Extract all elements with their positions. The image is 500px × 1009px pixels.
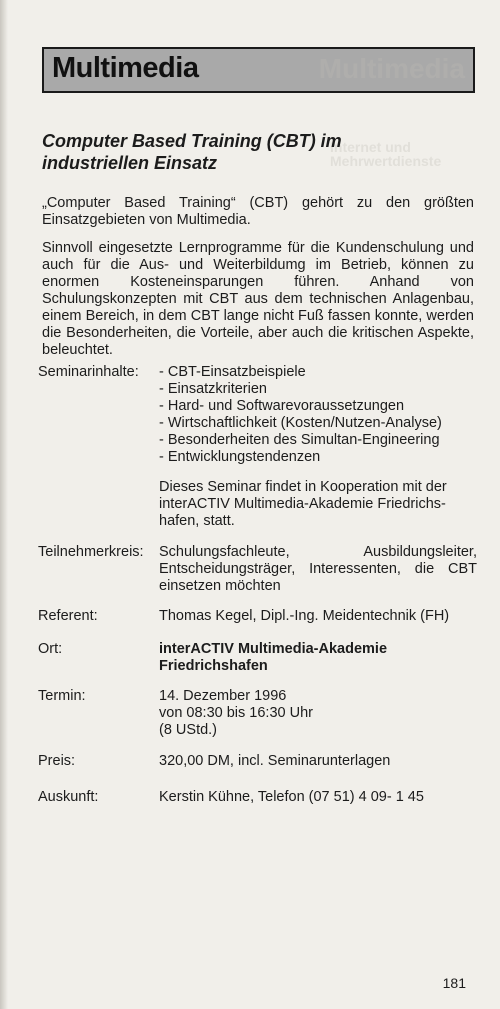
teilnehmerkreis-label: Teilnehmerkreis: [38, 544, 144, 560]
preis-label: Preis: [38, 753, 76, 769]
termin-value [159, 688, 477, 739]
referent-label: Referent: [38, 608, 98, 624]
seminarinhalte-label: Seminarinhalte: [38, 364, 139, 380]
cooperation-note: Dieses Seminar findet in Kooperation mit der interACTIV Multimedia-Akademie Friedrichs-hafen, statt. [159, 479, 447, 529]
teilnehmerkreis-row [38, 544, 478, 596]
referent-value: Thomas Kegel, Dipl.-Ing. Meidentechnik (FH) [159, 608, 450, 624]
list-item: - Hard- und Softwarevoraussetzungen [159, 398, 477, 415]
page-number: 181 [442, 975, 466, 991]
page-binding-edge [0, 0, 8, 1009]
bleed-through-text: Multimedia [318, 53, 465, 84]
list-item: - Besonderheiten des Simultan-Engineering [159, 432, 477, 449]
list-item: - Einsatzkriterien [159, 381, 477, 398]
list-item: - Wirtschaftlichkeit (Kosten/Nutzen-Analyse) [159, 415, 477, 432]
referent-row [38, 608, 478, 628]
seminarinhalte-row [38, 364, 478, 464]
termin-line: (8 UStd.) [159, 722, 218, 738]
ort-value [159, 641, 477, 675]
ort-row [38, 641, 478, 677]
auskunft-value: Kerstin Kühne, Telefon (07 51) 4 09- 1 45 [159, 789, 424, 805]
bleed-through-block: Internet und Mehrwertdienste [330, 139, 442, 169]
seminarinhalte-list [159, 364, 477, 466]
list-item: - Entwicklungstendenzen [159, 449, 477, 466]
ort-label: Ort: [38, 641, 63, 657]
list-item: - CBT-Einsatzbeispiele [159, 364, 477, 381]
preis-value: 320,00 DM, incl. Seminarunterlagen [159, 753, 391, 769]
ort-line: Friedrichshafen [159, 658, 268, 674]
teilnehmerkreis-value: Schulungsfachleute, Ausbildungsleiter, Entscheidungsträger, Interessenten, die CBT einsetzen möchten [159, 544, 477, 594]
section-title: Multimedia [52, 52, 199, 84]
section-header [42, 47, 475, 93]
description-paragraph: Sinnvoll eingesetzte Lernprogramme für die Kundenschulung und auch für die Aus- und Weiterbildumg im Betrieb, können zu enormen Kosteneinsparungen führen. Anhand von Schulungskonzepten mit CBT aus dem technischen Anlagenbau, einem Bereich, in dem CBT lange nicht Fuß fassen konnte, werden die Besonderheiten, die Vorteile, aber auch die kritischen Aspekte, beleuchtet. [42, 240, 474, 358]
preis-row [38, 753, 478, 773]
auskunft-row [38, 789, 478, 809]
article-title: Computer Based Training (CBT) im industriellen Einsatz [42, 131, 342, 173]
termin-label: Termin: [38, 688, 86, 704]
termin-row [38, 688, 478, 740]
intro-paragraph: „Computer Based Training“ (CBT) gehört zu den größten Einsatzgebieten von Multimedia. [42, 195, 474, 228]
termin-line: 14. Dezember 1996 [159, 688, 287, 704]
termin-line: von 08:30 bis 16:30 Uhr [159, 705, 313, 721]
ort-line: interACTIV Multimedia-Akademie [159, 641, 388, 657]
auskunft-label: Auskunft: [38, 789, 99, 805]
